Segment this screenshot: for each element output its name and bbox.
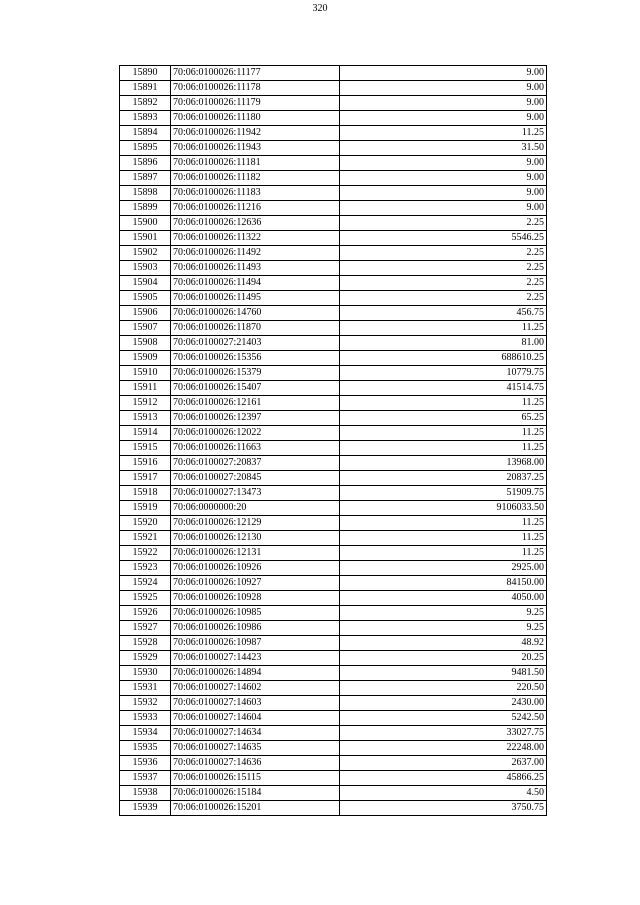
cadastral-number: 70:06:0100026:11182 (171, 171, 340, 186)
table-row (120, 606, 547, 621)
row-number: 15900 (120, 216, 171, 231)
row-number: 15922 (120, 546, 171, 561)
table-row (120, 771, 547, 786)
table-row (120, 171, 547, 186)
row-number: 15913 (120, 411, 171, 426)
table-row (120, 591, 547, 606)
cadastral-number: 70:06:0100027:14603 (171, 696, 340, 711)
cadastral-number: 70:06:0100026:11493 (171, 261, 340, 276)
row-number: 15918 (120, 486, 171, 501)
value-cell: 11.25 (340, 531, 547, 546)
value-cell: 20.25 (340, 651, 547, 666)
row-number: 15932 (120, 696, 171, 711)
row-number: 15939 (120, 801, 171, 816)
row-number: 15895 (120, 141, 171, 156)
cadastral-value-table (119, 65, 547, 816)
value-cell: 11.25 (340, 321, 547, 336)
value-cell: 9.00 (340, 201, 547, 216)
value-cell: 9.00 (340, 96, 547, 111)
value-cell: 9481.50 (340, 666, 547, 681)
table-row (120, 516, 547, 531)
value-cell: 5242.50 (340, 711, 547, 726)
row-number: 15919 (120, 501, 171, 516)
cadastral-number: 70:06:0100026:15115 (171, 771, 340, 786)
row-number: 15909 (120, 351, 171, 366)
cadastral-number: 70:06:0100026:11942 (171, 126, 340, 141)
cadastral-number: 70:06:0100026:12397 (171, 411, 340, 426)
cadastral-number: 70:06:0100027:14635 (171, 741, 340, 756)
row-number: 15903 (120, 261, 171, 276)
cadastral-number: 70:06:0100026:12161 (171, 396, 340, 411)
cadastral-number: 70:06:0100026:11322 (171, 231, 340, 246)
cadastral-number: 70:06:0100026:12131 (171, 546, 340, 561)
value-cell: 11.25 (340, 516, 547, 531)
table-row (120, 216, 547, 231)
value-cell: 9.25 (340, 606, 547, 621)
value-cell: 9.25 (340, 621, 547, 636)
row-number: 15929 (120, 651, 171, 666)
table-row (120, 501, 547, 516)
value-cell: 10779.75 (340, 366, 547, 381)
value-cell: 84150.00 (340, 576, 547, 591)
table-row (120, 636, 547, 651)
cadastral-number: 70:06:0100026:15201 (171, 801, 340, 816)
cadastral-number: 70:06:0100026:11216 (171, 201, 340, 216)
table-row (120, 801, 547, 816)
cadastral-number: 70:06:0000000:20 (171, 501, 340, 516)
row-number: 15923 (120, 561, 171, 576)
table-row (120, 561, 547, 576)
row-number: 15892 (120, 96, 171, 111)
row-number: 15902 (120, 246, 171, 261)
table-row (120, 366, 547, 381)
row-number: 15910 (120, 366, 171, 381)
cadastral-number: 70:06:0100027:14636 (171, 756, 340, 771)
row-number: 15907 (120, 321, 171, 336)
row-number: 15908 (120, 336, 171, 351)
row-number: 15905 (120, 291, 171, 306)
row-number: 15934 (120, 726, 171, 741)
cadastral-number: 70:06:0100026:11179 (171, 96, 340, 111)
cadastral-number: 70:06:0100026:11180 (171, 111, 340, 126)
cadastral-number: 70:06:0100027:13473 (171, 486, 340, 501)
cadastral-number: 70:06:0100027:14423 (171, 651, 340, 666)
row-number: 15935 (120, 741, 171, 756)
table-row (120, 246, 547, 261)
table-row (120, 756, 547, 771)
cadastral-number: 70:06:0100026:12129 (171, 516, 340, 531)
cadastral-number: 70:06:0100027:21403 (171, 336, 340, 351)
cadastral-number: 70:06:0100026:10927 (171, 576, 340, 591)
table-row (120, 411, 547, 426)
table-row (120, 231, 547, 246)
page-number: 320 (312, 3, 328, 14)
table-row (120, 66, 547, 81)
cadastral-number: 70:06:0100026:11183 (171, 186, 340, 201)
cadastral-number: 70:06:0100026:10986 (171, 621, 340, 636)
row-number: 15899 (120, 201, 171, 216)
value-cell: 48.92 (340, 636, 547, 651)
row-number: 15915 (120, 441, 171, 456)
value-cell: 2.25 (340, 276, 547, 291)
cadastral-number: 70:06:0100026:15184 (171, 786, 340, 801)
row-number: 15891 (120, 81, 171, 96)
row-number: 15937 (120, 771, 171, 786)
row-number: 15896 (120, 156, 171, 171)
value-cell: 9.00 (340, 171, 547, 186)
value-cell: 31.50 (340, 141, 547, 156)
row-number: 15906 (120, 306, 171, 321)
row-number: 15931 (120, 681, 171, 696)
cadastral-number: 70:06:0100026:10985 (171, 606, 340, 621)
cadastral-number: 70:06:0100026:15356 (171, 351, 340, 366)
cadastral-number: 70:06:0100026:11943 (171, 141, 340, 156)
table-row (120, 141, 547, 156)
table-row (120, 486, 547, 501)
row-number: 15925 (120, 591, 171, 606)
cadastral-number: 70:06:0100026:11663 (171, 441, 340, 456)
cadastral-number: 70:06:0100027:20845 (171, 471, 340, 486)
value-cell: 4050.00 (340, 591, 547, 606)
row-number: 15890 (120, 66, 171, 81)
value-cell: 11.25 (340, 126, 547, 141)
cadastral-number: 70:06:0100026:11177 (171, 66, 340, 81)
row-number: 15938 (120, 786, 171, 801)
value-cell: 22248.00 (340, 741, 547, 756)
value-cell: 41514.75 (340, 381, 547, 396)
row-number: 15916 (120, 456, 171, 471)
table-row (120, 621, 547, 636)
value-cell: 456.75 (340, 306, 547, 321)
cadastral-number: 70:06:0100027:14602 (171, 681, 340, 696)
value-cell: 2925.00 (340, 561, 547, 576)
cadastral-number: 70:06:0100026:11495 (171, 291, 340, 306)
table-row (120, 111, 547, 126)
table-row (120, 201, 547, 216)
table-row (120, 426, 547, 441)
row-number: 15936 (120, 756, 171, 771)
table-row (120, 576, 547, 591)
cadastral-number: 70:06:0100026:11492 (171, 246, 340, 261)
value-cell: 688610.25 (340, 351, 547, 366)
value-cell: 9.00 (340, 81, 547, 96)
value-cell: 65.25 (340, 411, 547, 426)
value-cell: 2.25 (340, 291, 547, 306)
table-row (120, 261, 547, 276)
cadastral-number: 70:06:0100026:11494 (171, 276, 340, 291)
cadastral-number: 70:06:0100026:11178 (171, 81, 340, 96)
value-cell: 33027.75 (340, 726, 547, 741)
value-cell: 3750.75 (340, 801, 547, 816)
table-row (120, 726, 547, 741)
row-number: 15894 (120, 126, 171, 141)
value-cell: 2637.00 (340, 756, 547, 771)
cadastral-number: 70:06:0100026:14760 (171, 306, 340, 321)
row-number: 15926 (120, 606, 171, 621)
value-cell: 9.00 (340, 156, 547, 171)
row-number: 15893 (120, 111, 171, 126)
table-row (120, 156, 547, 171)
table-row (120, 276, 547, 291)
value-cell: 2.25 (340, 216, 547, 231)
value-cell: 13968.00 (340, 456, 547, 471)
row-number: 15898 (120, 186, 171, 201)
table-row (120, 456, 547, 471)
value-cell: 11.25 (340, 426, 547, 441)
cadastral-number: 70:06:0100026:12130 (171, 531, 340, 546)
table-body (120, 66, 547, 816)
value-cell: 45866.25 (340, 771, 547, 786)
cadastral-number: 70:06:0100026:12022 (171, 426, 340, 441)
value-cell: 5546.25 (340, 231, 547, 246)
value-cell: 220.50 (340, 681, 547, 696)
table-row (120, 696, 547, 711)
cadastral-number: 70:06:0100027:14634 (171, 726, 340, 741)
row-number: 15912 (120, 396, 171, 411)
table-row (120, 186, 547, 201)
value-cell: 4.50 (340, 786, 547, 801)
table-row (120, 321, 547, 336)
value-cell: 9.00 (340, 111, 547, 126)
cadastral-number: 70:06:0100026:15407 (171, 381, 340, 396)
value-cell: 11.25 (340, 441, 547, 456)
row-number: 15917 (120, 471, 171, 486)
value-cell: 2430.00 (340, 696, 547, 711)
table-row (120, 441, 547, 456)
cadastral-number: 70:06:0100026:11870 (171, 321, 340, 336)
table-row (120, 96, 547, 111)
table-row (120, 546, 547, 561)
row-number: 15911 (120, 381, 171, 396)
value-cell: 9.00 (340, 186, 547, 201)
cadastral-number: 70:06:0100026:15379 (171, 366, 340, 381)
row-number: 15927 (120, 621, 171, 636)
row-number: 15901 (120, 231, 171, 246)
value-cell: 2.25 (340, 261, 547, 276)
table-row (120, 471, 547, 486)
row-number: 15930 (120, 666, 171, 681)
table-row (120, 786, 547, 801)
table-row (120, 651, 547, 666)
value-cell: 9.00 (340, 66, 547, 81)
table-row (120, 381, 547, 396)
value-cell: 81.00 (340, 336, 547, 351)
row-number: 15933 (120, 711, 171, 726)
table-row (120, 531, 547, 546)
cadastral-number: 70:06:0100026:14894 (171, 666, 340, 681)
table-row (120, 666, 547, 681)
row-number: 15904 (120, 276, 171, 291)
table-row (120, 126, 547, 141)
table-row (120, 291, 547, 306)
row-number: 15924 (120, 576, 171, 591)
table-row (120, 741, 547, 756)
cadastral-number: 70:06:0100026:12636 (171, 216, 340, 231)
table-row (120, 336, 547, 351)
table-row (120, 711, 547, 726)
row-number: 15897 (120, 171, 171, 186)
table-row (120, 351, 547, 366)
value-cell: 20837.25 (340, 471, 547, 486)
row-number: 15920 (120, 516, 171, 531)
table-row (120, 81, 547, 96)
cadastral-number: 70:06:0100027:14604 (171, 711, 340, 726)
table-row (120, 396, 547, 411)
table-row (120, 306, 547, 321)
row-number: 15928 (120, 636, 171, 651)
cadastral-number: 70:06:0100026:10926 (171, 561, 340, 576)
value-cell: 9106033.50 (340, 501, 547, 516)
value-cell: 11.25 (340, 396, 547, 411)
value-cell: 2.25 (340, 246, 547, 261)
cadastral-number: 70:06:0100026:10928 (171, 591, 340, 606)
row-number: 15914 (120, 426, 171, 441)
cadastral-number: 70:06:0100026:11181 (171, 156, 340, 171)
cadastral-number: 70:06:0100026:10987 (171, 636, 340, 651)
table-row (120, 681, 547, 696)
value-cell: 11.25 (340, 546, 547, 561)
row-number: 15921 (120, 531, 171, 546)
cadastral-number: 70:06:0100027:20837 (171, 456, 340, 471)
value-cell: 51909.75 (340, 486, 547, 501)
